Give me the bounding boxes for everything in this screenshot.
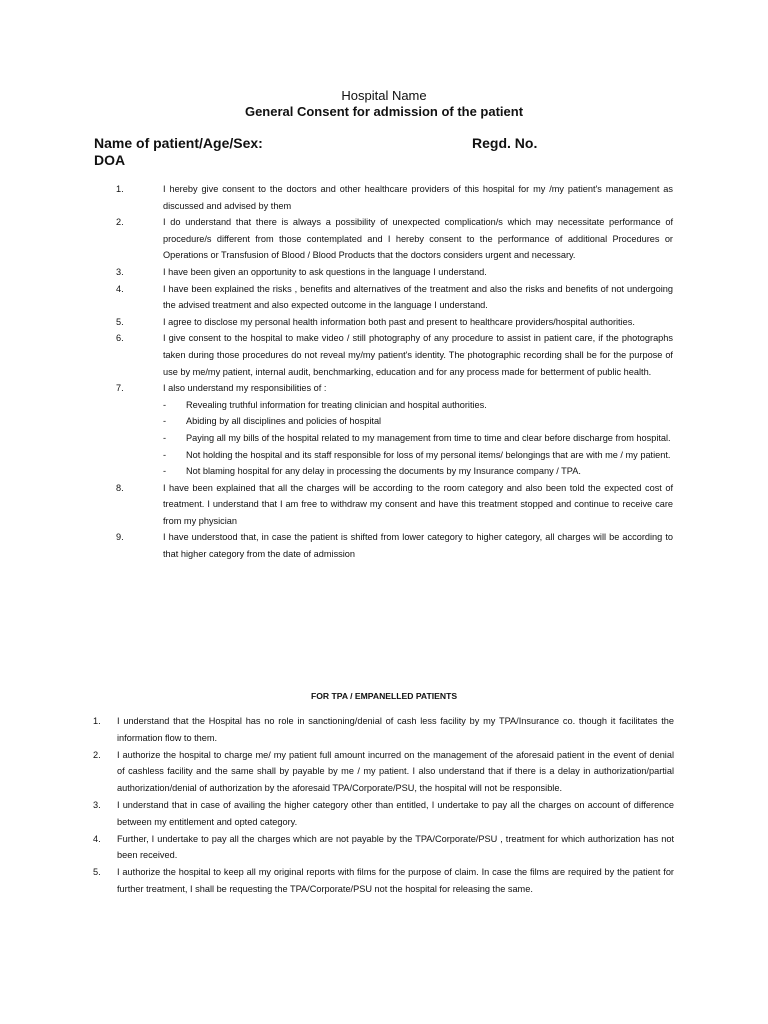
consent-item-text: I have been explained that all the charges will be according to the room category and also been told the expected cost of treatment. I understand that I am free to withdraw my consent and have this treatment stopped and continue to receive care from my physician [163, 482, 673, 526]
consent-item [0, 529, 768, 562]
consent-item [0, 214, 768, 264]
dash-bullet: - [163, 432, 167, 443]
form-title: General Consent for admission of the patient [244, 104, 524, 119]
tpa-item-number: 1. [93, 716, 101, 726]
tpa-item [0, 831, 768, 865]
tpa-item-text: I authorize the hospital to keep all my original reports with films for the purpose of claim. In case the films are required by the patient for further treatment, I shall be requesting the TPA/Corporate/PSU not the hospital for releasing the same. [117, 867, 674, 894]
consent-item-text [163, 380, 673, 480]
consent-item-number: 9. [116, 532, 124, 543]
consent-item [0, 380, 768, 480]
consent-item [0, 181, 768, 214]
responsibility-item [163, 413, 673, 430]
dash-bullet: - [163, 416, 167, 427]
tpa-item-number: 2. [93, 749, 101, 760]
consent-item-text: I agree to disclose my personal health information both past and present to healthcare providers/hospital authorities. [163, 316, 635, 327]
responsibility-item [163, 397, 673, 414]
consent-item [0, 314, 768, 331]
tpa-list [0, 713, 768, 898]
consent-item-number: 5. [116, 316, 124, 327]
responsibility-item [163, 447, 673, 464]
tpa-item-text: Further, I undertake to pay all the charges which are not payable by the TPA/Corporate/PSU , treatment for which authorization has not been received. [117, 833, 674, 861]
responsibility-text: Revealing truthful information for treating clinician and hospital authorities. [186, 399, 487, 410]
consent-item-number: 8. [116, 482, 124, 493]
consent-item-number: 6. [116, 333, 124, 344]
consent-item-text: I hereby give consent to the doctors and other healthcare providers of this hospital for my /my patient's management as discussed and advised by them [163, 184, 673, 211]
consent-item [0, 264, 768, 281]
tpa-item [0, 713, 768, 747]
responsibility-text: Not blaming hospital for any delay in processing the documents by my Insurance company / TPA. [186, 466, 581, 477]
responsibilities-list [163, 397, 673, 480]
dash-bullet: - [163, 466, 167, 477]
consent-item [0, 330, 768, 380]
responsibility-item [163, 430, 673, 447]
consent-item-number: 7. [116, 383, 124, 394]
consent-list [0, 181, 768, 563]
consent-item-number: 1. [116, 184, 124, 194]
consent-item-text: I give consent to the hospital to make video / still photography of any procedure to assist in patient care, if the photographs taken during those procedures do not reveal my/my patient's identity. The photographic recording shall be for the purpose of use by me/my patient, internal audit, benchmarking, education and for any process made for betterment of public health. [163, 333, 673, 377]
consent-item-number: 3. [116, 266, 124, 277]
registration-number-label: Regd. No. [472, 135, 538, 151]
patient-name-age-sex-label: Name of patient/Age/Sex: [94, 135, 263, 151]
consent-item-number: 4. [116, 283, 124, 294]
date-of-admission-label: DOA [94, 152, 126, 168]
responsibility-text: Abiding by all disciplines and policies of hospital [186, 416, 382, 427]
tpa-item-text: I understand that the Hospital has no role in sanctioning/denial of cash less facility by my TPA/Insurance co. though it facilitates the information flow to them. [117, 716, 674, 743]
consent-item-text: I have understood that, in case the patient is shifted from lower category to higher category, all charges will be according to that higher category from the date of admission [163, 532, 673, 560]
tpa-item-number: 3. [93, 799, 101, 810]
tpa-item [0, 747, 768, 797]
consent-item [0, 480, 768, 530]
tpa-item-text: I understand that in case of availing the higher category other than entitled, I undertake to pay all the charges on account of difference between my entitlement and opted category. [117, 799, 674, 827]
dash-bullet: - [163, 449, 167, 460]
tpa-section-heading: FOR TPA / EMPANELLED PATIENTS [310, 691, 458, 701]
responsibility-item [163, 463, 673, 480]
responsibility-text: Not holding the hospital and its staff responsible for loss of my personal items/ belongings that are with me / my patient. [186, 449, 671, 460]
consent-item-number: 2. [116, 217, 124, 228]
responsibility-text: Paying all my bills of the hospital related to my management from time to time and clear before discharge from hospital. [186, 432, 671, 443]
consent-item [0, 281, 768, 314]
consent-item-text: I do understand that there is always a possibility of unexpected complication/s which may necessitate performance of procedure/s different from those contemplated and I hereby consent to the performance of additional Procedures or Operations or Transfusion of Blood / Blood Products that the doctors considers urgent and necessary. [163, 217, 673, 261]
tpa-item-number: 5. [93, 867, 101, 878]
hospital-name: Hospital Name [341, 88, 427, 103]
consent-item-text: I have been given an opportunity to ask questions in the language I understand. [163, 266, 487, 277]
responsibilities-intro: I also understand my responsibilities of : [163, 383, 327, 394]
tpa-item [0, 797, 768, 831]
tpa-item-text: I authorize the hospital to charge me/ my patient full amount incurred on the management of the aforesaid patient in the event of denial of cashless facility and the same shall by payable by me / my patient. I also understand that if there is a delay in authorization/partial authorization/denial of authorization by the aforesaid TPA/Corporate/PSU, the hospital will not be responsible. [117, 749, 674, 794]
tpa-item-number: 4. [93, 833, 101, 844]
dash-bullet: - [163, 399, 167, 410]
consent-item-text: I have been explained the risks , benefits and alternatives of the treatment and also the risks and benefits of not undergoing the advised treatment and also expected outcome in the language I understand. [163, 283, 673, 311]
tpa-item [0, 864, 768, 898]
